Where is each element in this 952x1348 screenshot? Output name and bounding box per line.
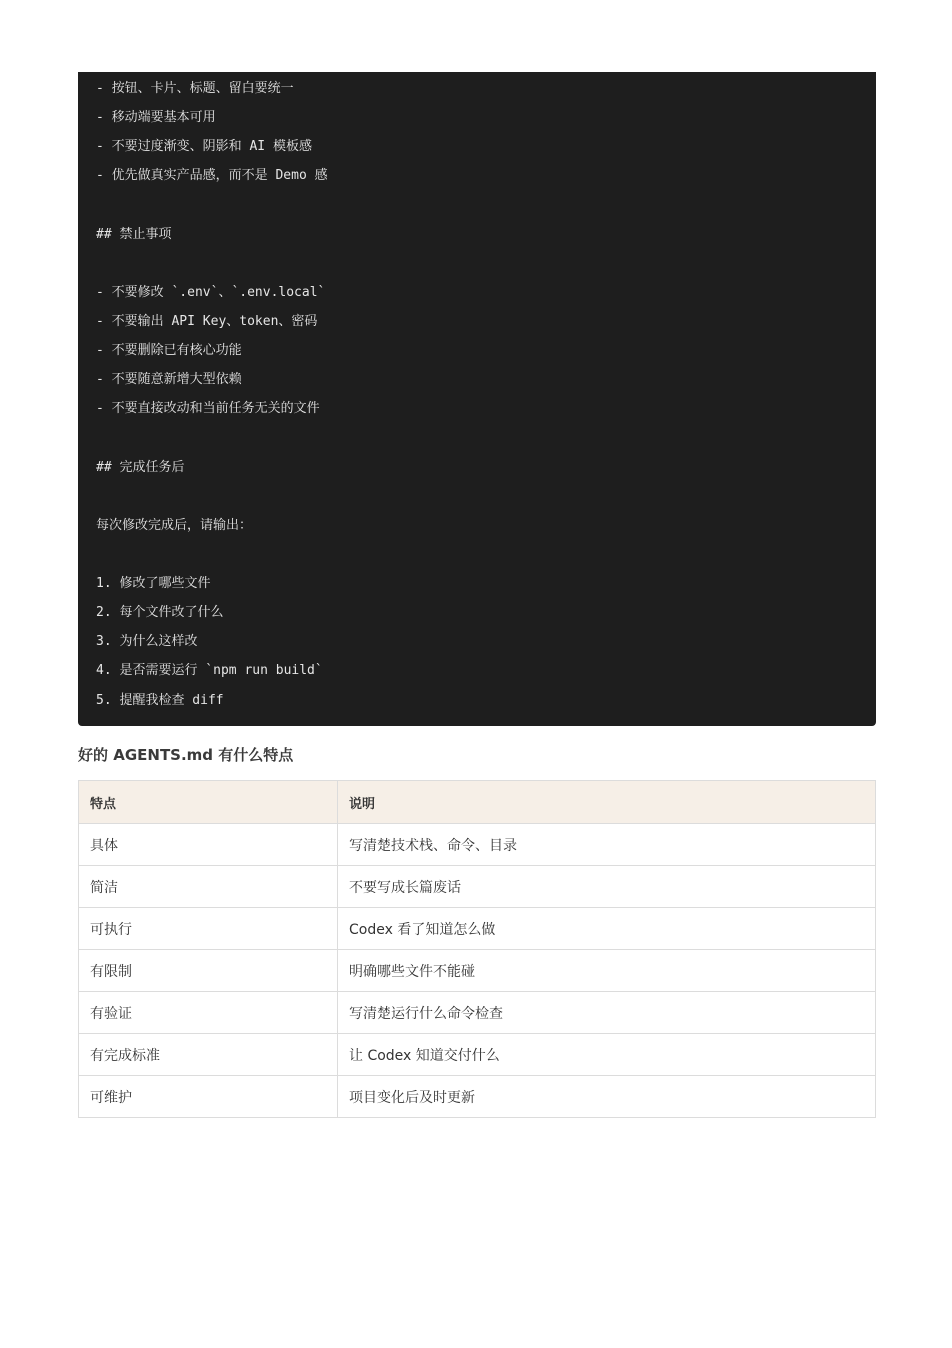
feature-cell: 有验证	[79, 992, 338, 1034]
code-line: ## 完成任务后	[96, 460, 185, 475]
description-cell: 让 Codex 知道交付什么	[338, 1034, 876, 1076]
code-line: 5. 提醒我检查 diff	[96, 693, 224, 708]
feature-cell: 有完成标准	[79, 1034, 338, 1076]
code-line: - 优先做真实产品感，而不是 Demo 感	[96, 168, 328, 183]
feature-cell: 可维护	[79, 1076, 338, 1118]
code-line: - 不要随意新增大型依赖	[96, 372, 242, 387]
table-header-row	[79, 781, 876, 824]
description-cell: 项目变化后及时更新	[338, 1076, 876, 1118]
code-line: 每次修改完成后，请输出：	[96, 518, 253, 533]
code-line: 1. 修改了哪些文件	[96, 576, 211, 591]
table-row	[79, 866, 876, 908]
header-cell-feature: 特点	[79, 781, 338, 824]
code-line: ## 禁止事项	[96, 227, 172, 242]
code-line: 3. 为什么这样改	[96, 634, 198, 649]
section-heading: 好的 AGENTS.md 有什么特点	[78, 746, 294, 764]
feature-cell: 具体	[79, 824, 338, 866]
code-line: - 按钮、卡片、标题、留白要统一	[96, 81, 294, 96]
table-row	[79, 908, 876, 950]
description-cell: 明确哪些文件不能碰	[338, 950, 876, 992]
code-line: - 不要修改 `.env`、`.env.local`	[96, 285, 326, 300]
table-row	[79, 950, 876, 992]
table-row	[79, 992, 876, 1034]
code-line: 2. 每个文件改了什么	[96, 605, 224, 620]
description-cell: 写清楚技术栈、命令、目录	[338, 824, 876, 866]
features-table	[78, 780, 876, 1118]
description-cell: 写清楚运行什么命令检查	[338, 992, 876, 1034]
table-row	[79, 1034, 876, 1076]
description-cell: 不要写成长篇废话	[338, 866, 876, 908]
code-line: - 不要直接改动和当前任务无关的文件	[96, 401, 320, 416]
code-line: - 不要过度渐变、阴影和 AI 模板感	[96, 139, 312, 154]
description-cell: Codex 看了知道怎么做	[338, 908, 876, 950]
table-row	[79, 1076, 876, 1118]
code-line: - 移动端要基本可用	[96, 110, 216, 125]
code-line: 4. 是否需要运行 `npm run build`	[96, 663, 323, 678]
code-line: - 不要输出 API Key、token、密码	[96, 314, 318, 329]
table-row	[79, 824, 876, 866]
code-line: - 不要删除已有核心功能	[96, 343, 242, 358]
code-block	[78, 72, 876, 726]
feature-cell: 可执行	[79, 908, 338, 950]
feature-cell: 简洁	[79, 866, 338, 908]
header-cell-description: 说明	[338, 781, 876, 824]
feature-cell: 有限制	[79, 950, 338, 992]
